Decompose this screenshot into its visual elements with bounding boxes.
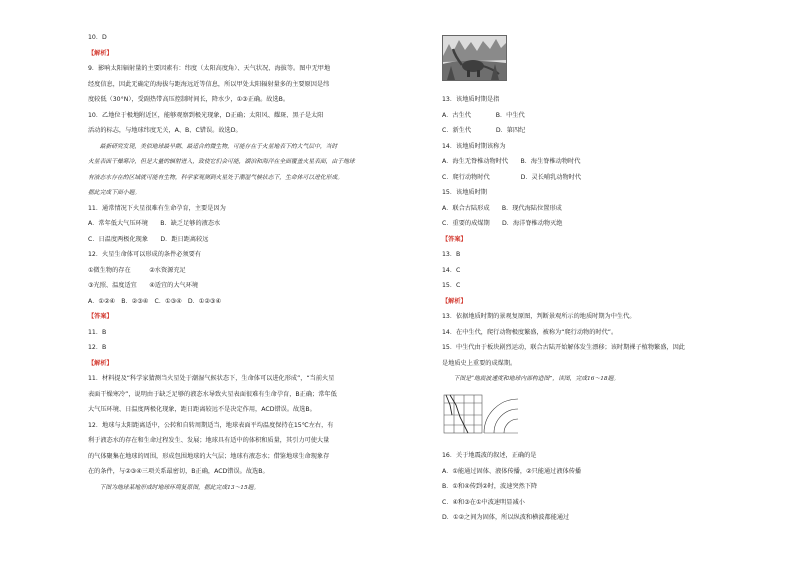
left-line: 9．影响太阳辐射量的主要因素有：纬度（太阳高度角）、天气状况、海拔等。图中无甲地	[88, 65, 331, 72]
right_top-line: 【解析】	[442, 297, 467, 305]
right_top-line: A．联合古陆形成 B．现代海陆位置形成	[442, 204, 562, 212]
right_top-line: 14．C	[442, 266, 461, 274]
right_top-line: 13．依据地质时期的景观复原图，判断景观所示的地质时期为中生代。	[442, 313, 636, 320]
right_top-line: A．古生代 B．中生代	[442, 111, 525, 119]
question-16	[442, 0, 752, 560]
right_top-line: 是地质史上重要的成煤期。	[442, 359, 517, 367]
left-line: 火星表面干燥寒冷，但是大量的辐射进入，致使它们会可能，湖泊和海洋在全面覆盖火星表面，由于地球	[88, 159, 355, 165]
left-line: 【解析】	[88, 359, 113, 367]
right_top-line: A．海生无脊椎动物时代 B．海生脊椎动物时代	[442, 158, 581, 165]
right_bottom-line: C．④和③在①中波速明显减小	[442, 498, 525, 506]
left-line: 有液态水存在的区域就可能有生物，科学家观测到火星处于潮湿气候状态下，生命体可以进化形成。	[88, 174, 344, 181]
left-line: 【解析】	[88, 49, 113, 57]
left-line: ③光照、温度适宜 ④适宜的大气环境	[88, 282, 199, 289]
right_top-line: 13．该地质时期是指	[442, 96, 500, 103]
left-line: 据此完成下面小题。	[88, 190, 141, 196]
right_top-line: C．新生代 D．第四纪	[442, 127, 526, 134]
left-line: 10．D	[88, 34, 107, 41]
left-line: 下图为地球某地形成时地球环境复原图，据此完成13～15题。	[88, 484, 260, 491]
left-line: 10．乙地位于极地附近区，能够观察到极光现象，D正确；太阳风、耀斑、黑子是太阳	[88, 111, 324, 119]
left-line: C．日温度两极化现象 D．距日距离较远	[88, 235, 209, 243]
left-line: 11．材料提及“科学家猜测当火星处于潮湿气候状态下，生命体可以进化形成”，“当前火星	[88, 375, 335, 382]
left-line: 12．火星生命体可以形成的条件必须要有	[88, 251, 202, 258]
left-line: 最新研究发现，类似地球最早期、最适合的微生物，可能存在于火星地表下的大气层中，当时	[88, 143, 338, 150]
right_top-line: 15．C	[442, 282, 461, 289]
left-line: 12．地球与太阳距离适中，公转和自转周期适当，地球表面平均温度保持在15℃左右，有	[88, 421, 334, 429]
left-line: 11．通常情况下火星很难有生命孕育，主要是因为	[88, 204, 226, 212]
right_bottom-line: D．①②之间为固体，所以纵波和横波都能通过	[442, 514, 570, 521]
left-line: 表面干燥寒冷”，说明由于缺乏足够的液态水导致火星表面很难有生命孕育，B正确；常年低	[88, 390, 337, 398]
left-line: 度较低（30°N），受副热带高压控制时间长，降水少，①③正确。故选B。	[88, 96, 290, 103]
left-line: 在的条件，与②③④三项关系最密切，B正确，ACD错误。故选B。	[88, 468, 269, 475]
left-line: 12．B	[88, 344, 107, 351]
left-line: A．①②④ B．②③④ C．①③④ D．①②③④	[88, 297, 221, 305]
left-line: 利于液态水的存在和生命过程发生、发展；地球具有适中的体积和质量，其引力可使大量	[88, 437, 330, 444]
right_top-line: 下图是“地震波速度和地球内部构造图”，读图，完成16～18题。	[442, 376, 620, 382]
right_top-line: 14．在中生代，爬行动物极度繁盛，被称为“爬行动物的时代”。	[442, 328, 618, 336]
right_bottom-line: A．①能通过固体、液体传播，②只能通过液体传播	[442, 467, 582, 475]
left-line: 【答案】	[88, 313, 113, 320]
right_top-line: 13．B	[442, 251, 461, 258]
left-line: A．常年低大气压环境 B．缺乏足够的液态水	[88, 220, 221, 227]
left-line: 的气体聚集在地球的周围，形成包围地球的大气层；地球有液态水；借鉴地球生命现象存	[88, 452, 330, 460]
right_bottom-line: 16．关于地震波的叙述，正确的是	[442, 452, 537, 459]
left-line: 经度信息，因此无确定的海拔与距海远近等信息，所以甲处太阳辐射量多的主要原因是纬	[88, 80, 330, 88]
right_top-line: 15．中生代由于板块剧烈运动，联合古陆开始解体发生漂移；该时期裸子植物繁盛，因此	[442, 344, 685, 351]
right_top-line: 14．该地质时期该称为	[442, 142, 506, 150]
left-line: ①微生物的存在 ②水资源充足	[88, 266, 186, 274]
left-line: 活动的标志，与地球纬度无关，A、B、C错误。故选D。	[88, 127, 242, 134]
right_top-line: 15．该地质时期	[442, 189, 487, 196]
left-line: 大气压环境、日温度两极化现象，距日距离较远不是决定作用，ACD错误。故选B。	[88, 406, 316, 413]
right_bottom-line: B．①和④传到②时，波速突然下降	[442, 483, 538, 490]
right_top-line: 【答案】	[442, 235, 467, 243]
right_top-line: C．重要的成煤期 D．海洋脊椎动物灭绝	[442, 220, 563, 227]
left-line: 11．B	[88, 328, 107, 336]
right_top-line: C．爬行动物时代 D．灵长哺乳动物时代	[442, 173, 582, 181]
